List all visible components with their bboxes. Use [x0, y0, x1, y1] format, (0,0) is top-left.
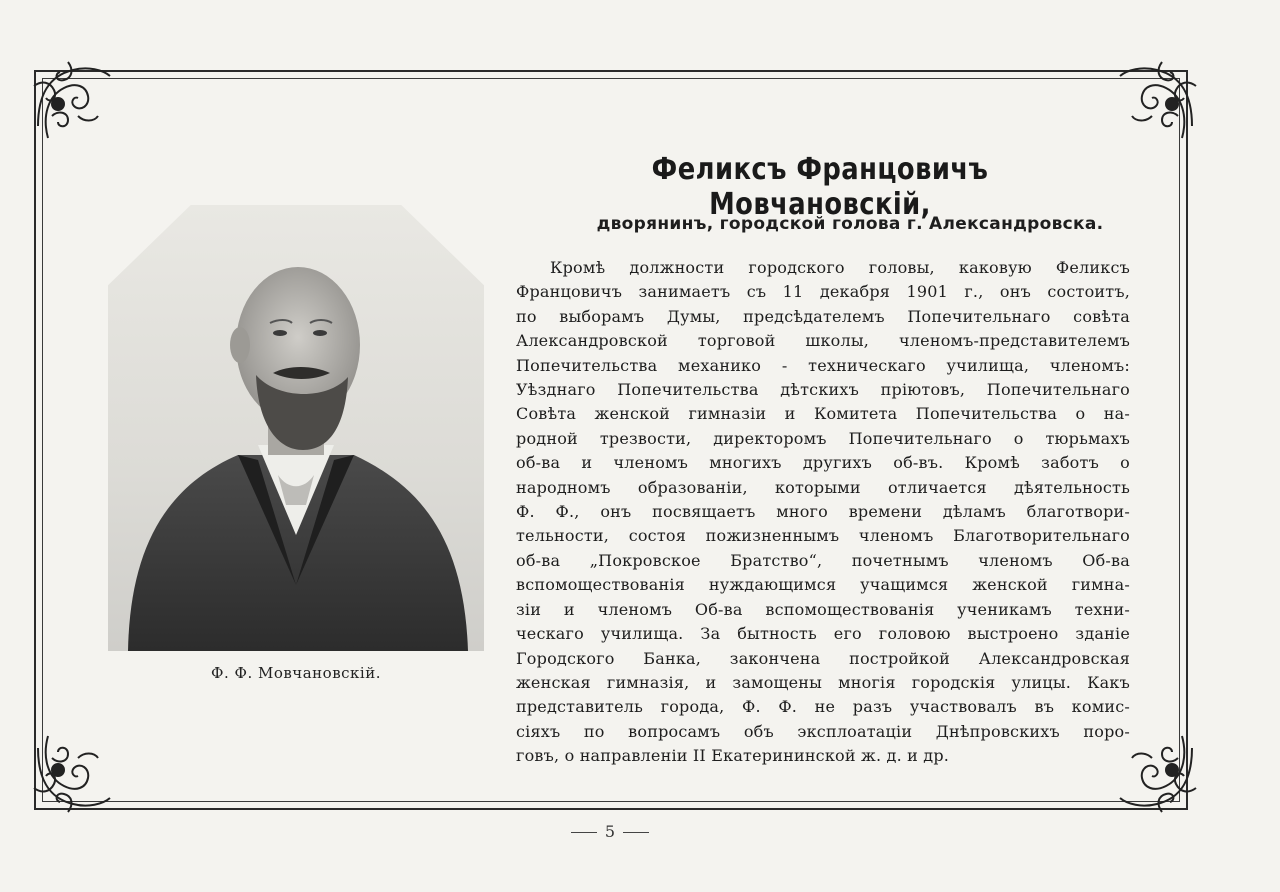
- dash-left: [571, 832, 597, 833]
- corner-ornament-top-right: [1112, 56, 1202, 146]
- text-line: говъ, о направленіи II Екатерининской ж. д. и др.: [516, 746, 950, 766]
- text-line: Ф. Ф., онъ посвящаетъ много времени дѣламъ благотвори-: [516, 502, 1130, 522]
- text-line: женская гимназія, и замощены многія городскія улицы. Какъ: [516, 672, 1130, 692]
- text-line: вспомоществованія нуждающимся учащимся женской гимна-: [516, 575, 1130, 595]
- page-title: Феликсъ Францовичъ Мовчановскій,: [651, 152, 989, 222]
- page-subtitle: дворянинъ, городской голова г. Александровска.: [596, 214, 1104, 234]
- text-line: родной трезвости, директоромъ Попечительнаго о тюрьмахъ: [516, 428, 1130, 448]
- text-line: ческаго училища. За бытность его головою выстроено зданіе: [516, 624, 1130, 644]
- text-line: об-ва „Покровское Братство“, почетнымъ членомъ Об-ва: [516, 550, 1130, 570]
- portrait-photo: [108, 205, 484, 651]
- text-line: зіи и членомъ Об-ва вспомоществованія ученикамъ техни-: [516, 599, 1130, 619]
- text-line: Городского Банка, закончена постройкой Александровская: [516, 648, 1130, 668]
- portrait-caption: Ф. Ф. Мовчановскій.: [211, 664, 381, 682]
- corner-ornament-top-left: [28, 56, 118, 146]
- text-line: по выборамъ Думы, предсѣдателемъ Попечительнаго совѣта: [516, 306, 1130, 326]
- text-line: Кромѣ должности городского головы, каковую Феликсъ: [550, 258, 1130, 277]
- text-line: тельности, состоя пожизненнымъ членомъ Благотворительнаго: [516, 526, 1130, 546]
- text-line: Александровской торговой школы, членомъ-представителемъ: [516, 331, 1130, 351]
- page-number-value: 5: [604, 822, 616, 841]
- text-line: об-ва и членомъ многихъ другихъ об-въ. Кромѣ заботъ о: [516, 453, 1130, 473]
- text-line: сіяхъ по вопросамъ объ эксплоатаціи Днѣпровскихъ поро-: [516, 721, 1130, 741]
- text-line: Уѣзднаго Попечительства дѣтскихъ пріютовъ, Попечительнаго: [516, 380, 1130, 400]
- text-line: Попечительства механико - техническаго училища, членомъ:: [516, 355, 1130, 375]
- dash-right: [623, 832, 649, 833]
- text-line: представитель города, Ф. Ф. не разъ участвовалъ въ комис-: [516, 697, 1130, 717]
- text-line: народномъ образованіи, которыми отличается дѣятельность: [516, 477, 1130, 497]
- biography-text: [516, 256, 1130, 769]
- page-number: [560, 822, 660, 841]
- text-line: Совѣта женской гимназіи и Комитета Попечительства о на-: [516, 404, 1130, 424]
- corner-ornament-bottom-left: [28, 728, 118, 818]
- text-line: Францовичъ занимаетъ съ 11 декабря 1901 г., онъ состоитъ,: [516, 282, 1130, 302]
